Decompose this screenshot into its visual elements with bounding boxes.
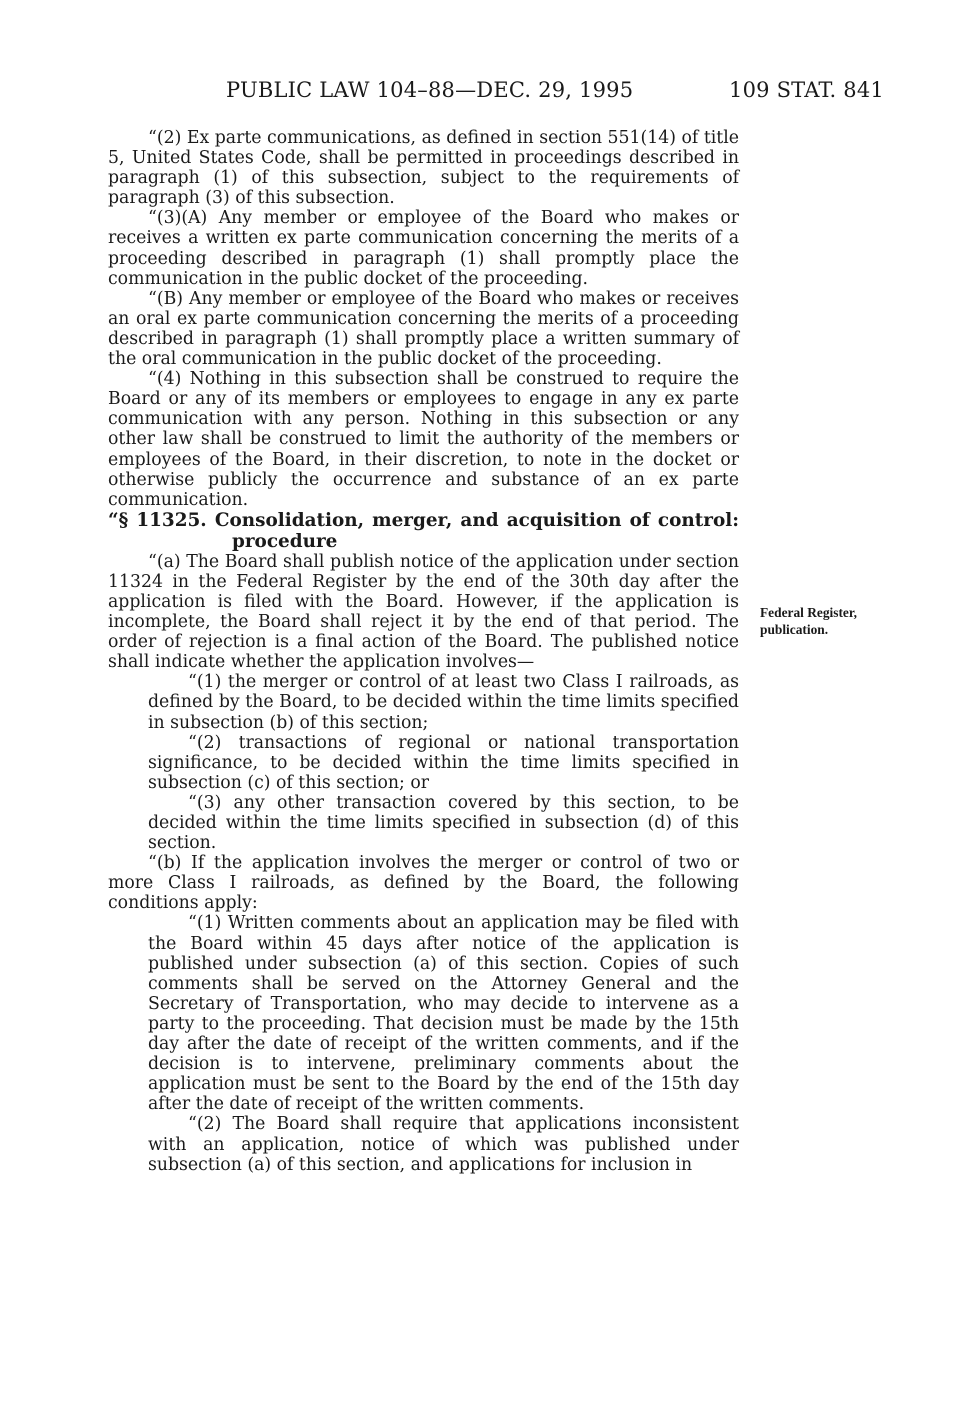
running-header xyxy=(0,78,957,108)
list-item-b1: “(1) Written comments about an application may be filed with the Board within 45 days after notice of the application is published under subsection (a) of this section. Copies of such comments shall be served on the Attorney General and the Secretary of Transportation, who may decide to intervene as a party to the proceeding. That decision must be made by the 15th day after the date of receipt of the written comments, and if the decision is to intervene, preliminary comments about the application must be sent to the Board by the end of the 15th day after the date of receipt of the written comments. xyxy=(148,913,739,1115)
paragraph-b: “(b) If the application involves the merger or control of two or more Class I railroads, as defined by the Board, the following conditions apply: xyxy=(108,853,739,914)
paragraph-3b: “(B) Any member or employee of the Board who makes or receives an oral ex parte communication concerning the merits of a proceeding described in paragraph (1) shall promptly place a written summary of the oral communication in the public docket of the proceeding. xyxy=(108,288,739,370)
paragraph-a: “(a) The Board shall publish notice of the application under section 11324 in the Federal Register by the end of the 30th day after the application is filed with the Board. However, if the application is incomplete, the Board shall reject it by the end of that period. The order of rejection is a final action of the Board. The published notice shall indicate whether the application involves— xyxy=(108,551,739,673)
section-heading: “§ 11325. Consolidation, merger, and acquisition of control: procedure xyxy=(108,509,739,552)
margin-note-line2: publication. xyxy=(760,622,829,637)
header-title: PUBLIC LAW 104–88—DEC. 29, 1995 xyxy=(226,78,634,102)
list-item-a2: “(2) transactions of regional or national transportation significance, to be decided within the time limits specified in subsection (c) of this section; or xyxy=(148,732,739,793)
paragraph-2: “(2) Ex parte communications, as defined in section 551(14) of title 5, United States Code, shall be permitted in proceedings described in paragraph (1) of this subsection, subject to the requirements of paragraph (3) of this subsection. xyxy=(108,128,739,209)
paragraph-4: “(4) Nothing in this subsection shall be construed to require the Board or any of its members or employees to engage in any ex parte communication with any person. Nothing in this subsection or any other law shall be construed to limit the authority of the members or employees of the Board, in their discretion, to note in the docket or otherwise publicly the occurrence and substance of an ex parte communication. xyxy=(108,369,739,510)
margin-note-line1: Federal Register, xyxy=(760,605,857,620)
body-text xyxy=(108,128,739,1175)
header-stat-page: 109 STAT. 841 xyxy=(729,78,884,102)
list-item-b2: “(2) The Board shall require that applications inconsistent with an application, notice of which was published under subsection (a) of this section, and applications for inclusion in xyxy=(148,1114,739,1175)
list-item-a3: “(3) any other transaction covered by this section, to be decided within the time limits specified in subsection (d) of this section. xyxy=(148,792,739,854)
list-item-a1: “(1) the merger or control of at least two Class I railroads, as defined by the Board, to be decided within the time limits specified in subsection (b) of this section; xyxy=(148,672,739,733)
paragraph-3a: “(3)(A) Any member or employee of the Board who makes or receives a written ex parte communication concerning the merits of a proceeding described in paragraph (1) shall promptly place the communication in the public docket of the proceeding. xyxy=(108,208,739,289)
margin-note xyxy=(760,604,910,638)
